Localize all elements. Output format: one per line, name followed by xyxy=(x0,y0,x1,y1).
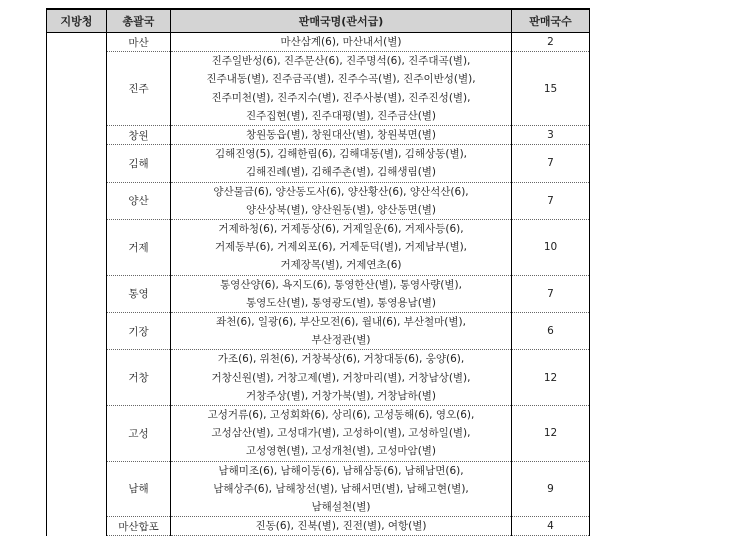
hub-cell: 거창 xyxy=(107,350,171,406)
outlets-cell xyxy=(171,220,512,276)
outlets-cell xyxy=(171,33,512,52)
count-cell: 7 xyxy=(512,145,590,182)
table-row xyxy=(47,220,590,276)
outlets-cell xyxy=(171,126,512,145)
count-cell: 15 xyxy=(512,52,590,126)
outlet-line: 좌천(6), 일광(6), 부산모전(6), 월내(6), 부산철마(별), xyxy=(216,316,466,329)
count-cell: 6 xyxy=(512,313,590,350)
hub-cell: 통영 xyxy=(107,275,171,312)
table-row xyxy=(47,517,590,536)
outlet-line: 가조(6), 위천(6), 거창북상(6), 거창대동(6), 웅양(6), xyxy=(217,353,465,366)
outlets-cell xyxy=(171,350,512,406)
outlet-line: 진주집현(별), 진주대평(별), 진주금산(별) xyxy=(245,109,437,122)
outlet-line: 남해설천(별) xyxy=(311,501,371,514)
outlet-line: 진주내동(별), 진주금곡(별), 진주수곡(별), 진주이반성(별), xyxy=(206,73,476,86)
outlet-line: 김해진례(별), 김해주촌(별), 김해생림(별) xyxy=(245,166,437,179)
count-cell: 2 xyxy=(512,33,590,52)
count-cell: 4 xyxy=(512,517,590,536)
header-hub: 총괄국 xyxy=(107,9,171,33)
table-row xyxy=(47,350,590,406)
outlet-line: 진동(6), 진북(별), 진전(별), 여항(별) xyxy=(255,520,427,533)
outlets-cell xyxy=(171,517,512,536)
hub-cell: 진주 xyxy=(107,52,171,126)
outlet-line: 양산상북(별), 양산원동(별), 양산동면(별) xyxy=(245,203,437,216)
outlet-line: 진주일반성(6), 진주문산(6), 진주명석(6), 진주대곡(별), xyxy=(211,55,471,68)
table-row xyxy=(47,52,590,126)
outlet-line: 거창주상(별), 거창가북(별), 거창남하(별) xyxy=(245,389,437,402)
outlet-line: 거제동부(6), 거제외포(6), 거제둔덕(별), 거제남부(별), xyxy=(214,241,468,254)
office-cell xyxy=(47,33,107,536)
hub-cell: 마산 xyxy=(107,33,171,52)
header-count: 판매국수 xyxy=(512,9,590,33)
outlet-line: 진주미천(별), 진주지수(별), 진주사봉(별), 진주진성(별), xyxy=(211,91,471,104)
table-body xyxy=(47,33,590,536)
count-cell: 12 xyxy=(512,406,590,462)
outlets-cell xyxy=(171,145,512,182)
outlet-line: 양산물금(6), 양산동도사(6), 양산황산(6), 양산석산(6), xyxy=(213,185,469,198)
outlet-line: 남해상주(6), 남해창선(별), 남해서면(별), 남해고현(별), xyxy=(213,482,469,495)
outlet-line: 창원동읍(별), 창원대산(별), 창원북면(별) xyxy=(245,129,437,142)
outlet-line: 마산삼계(6), 마산내서(별) xyxy=(280,36,402,48)
count-cell: 10 xyxy=(512,220,590,276)
table-row xyxy=(47,275,590,312)
table-row xyxy=(47,145,590,182)
header-outlets: 판매국명(관서급) xyxy=(171,9,512,33)
outlets-cell xyxy=(171,461,512,517)
outlet-line: 고성영현(별), 고성개천(별), 고성마암(별) xyxy=(245,445,437,458)
outlet-line: 거창신원(별), 거창고제(별), 거창마리(별), 거창남상(별), xyxy=(211,371,471,384)
outlet-line: 거제하청(6), 거제동상(6), 거제일운(6), 거제사등(6), xyxy=(218,223,464,236)
outlet-table xyxy=(46,8,590,536)
table-row xyxy=(47,33,590,52)
hub-cell: 기장 xyxy=(107,313,171,350)
outlet-line: 고성삼산(별), 고성대가(별), 고성하이(별), 고성하일(별), xyxy=(211,427,471,440)
outlets-cell xyxy=(171,52,512,126)
count-cell: 7 xyxy=(512,182,590,219)
outlets-cell xyxy=(171,275,512,312)
hub-cell: 남해 xyxy=(107,461,171,517)
hub-cell: 거제 xyxy=(107,220,171,276)
outlet-line: 남해미조(6), 남해이동(6), 남해삼동(6), 남해남면(6), xyxy=(218,464,464,477)
hub-cell: 양산 xyxy=(107,182,171,219)
table-row xyxy=(47,406,590,462)
outlets-cell xyxy=(171,406,512,462)
count-cell: 9 xyxy=(512,461,590,517)
outlet-line: 부산정관(별) xyxy=(311,334,371,347)
outlet-line: 거제장목(별), 거제연초(6) xyxy=(280,259,402,272)
table-row xyxy=(47,313,590,350)
count-cell: 7 xyxy=(512,275,590,312)
count-cell: 3 xyxy=(512,126,590,145)
table-row xyxy=(47,126,590,145)
table-row xyxy=(47,182,590,219)
hub-cell: 고성 xyxy=(107,406,171,462)
outlet-line: 통영산양(6), 욕지도(6), 통영한산(별), 통영사량(별), xyxy=(220,278,462,291)
hub-cell: 김해 xyxy=(107,145,171,182)
outlets-cell xyxy=(171,313,512,350)
outlet-line: 고성거류(6), 고성회화(6), 상리(6), 고성동해(6), 영오(6), xyxy=(207,409,475,422)
table-row xyxy=(47,461,590,517)
table-header-row xyxy=(47,9,590,33)
outlet-line: 김해진영(5), 김해한림(6), 김해대동(별), 김해상동(별), xyxy=(214,148,468,161)
count-cell: 12 xyxy=(512,350,590,406)
outlet-line: 통영도산(별), 통영광도(별), 통영용남(별) xyxy=(245,296,437,309)
hub-cell: 창원 xyxy=(107,126,171,145)
header-office: 지방청 xyxy=(47,9,107,33)
hub-cell: 마산합포 xyxy=(107,517,171,536)
outlets-cell xyxy=(171,182,512,219)
